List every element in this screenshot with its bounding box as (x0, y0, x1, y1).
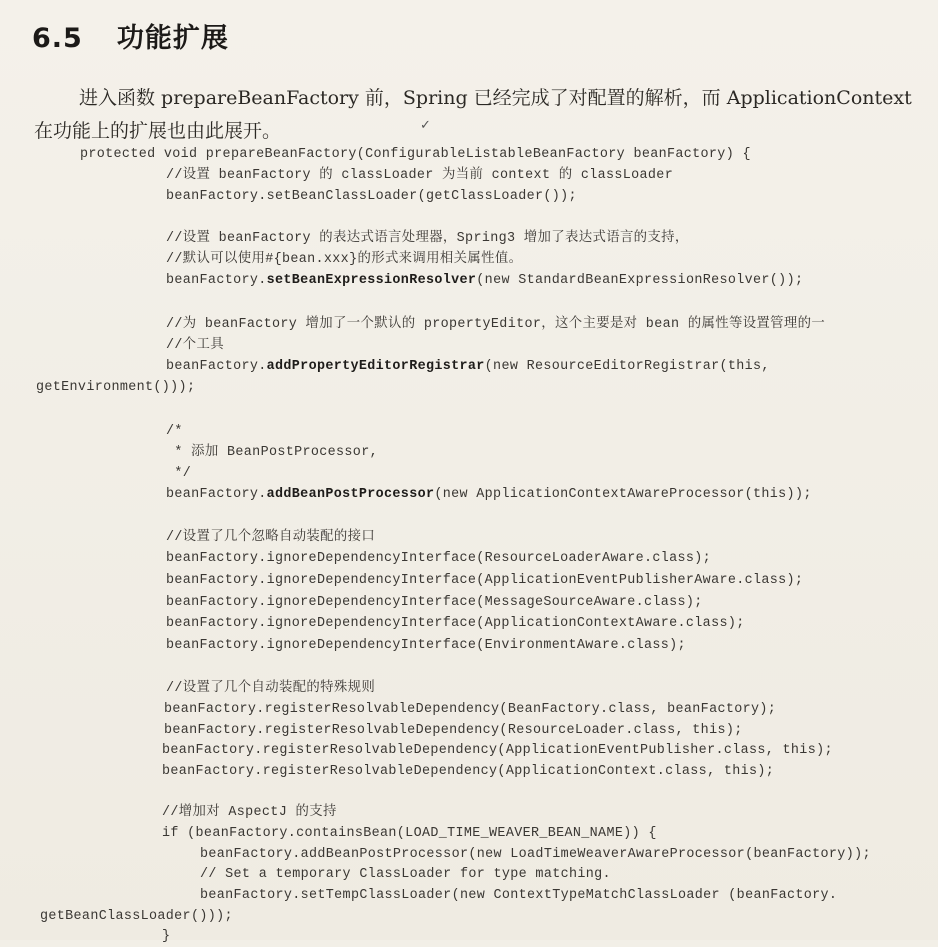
code-line: } (162, 929, 171, 944)
code-segment: (new ResourceEditorRegistrar(this, (484, 359, 770, 374)
code-line (166, 271, 803, 291)
code-line: getEnvironment())); (36, 380, 196, 395)
code-line: beanFactory.registerResolvableDependency(ApplicationContext.class, this); (162, 764, 775, 779)
code-line (166, 485, 812, 505)
section-title: 功能扩展 (116, 23, 229, 54)
code-line: beanFactory.registerResolvableDependency(BeanFactory.class, beanFactory); (164, 702, 777, 717)
code-comment: * 添加 BeanPostProcessor, (166, 445, 378, 460)
code-segment: beanFactory. (166, 359, 267, 374)
code-line: if (beanFactory.containsBean(LOAD_TIME_WEAVER_BEAN_NAME)) { (162, 826, 657, 841)
code-line (166, 357, 770, 377)
code-segment: beanFactory. (166, 487, 267, 502)
section-heading (32, 16, 229, 55)
code-comment: // Set a temporary ClassLoader for type matching. (200, 867, 611, 882)
code-line: beanFactory.registerResolvableDependency(ResourceLoader.class, this); (164, 723, 743, 738)
code-line: beanFactory.ignoreDependencyInterface(ApplicationContextAware.class); (166, 616, 745, 631)
code-line: beanFactory.ignoreDependencyInterface(ApplicationEventPublisherAware.class); (166, 573, 804, 588)
code-line: beanFactory.ignoreDependencyInterface(MessageSourceAware.class); (166, 595, 703, 610)
code-method-bold: addPropertyEditorRegistrar (266, 359, 485, 374)
code-segment: (new ApplicationContextAwareProcessor(this)); (434, 487, 812, 502)
code-comment: //设置了几个自动装配的特殊规则 (166, 681, 376, 696)
code-line: beanFactory.ignoreDependencyInterface(EnvironmentAware.class); (166, 638, 686, 653)
code-segment: (new StandardBeanExpressionResolver()); (476, 273, 804, 288)
code-segment: beanFactory. (166, 273, 267, 288)
code-line: beanFactory.setTempClassLoader(new ContextTypeMatchClassLoader (beanFactory. (200, 888, 838, 903)
code-comment: //设置 beanFactory 的 classLoader 为当前 context 的 classLoader (166, 168, 674, 183)
code-comment: //设置了几个忽略自动装配的接口 (166, 530, 376, 545)
code-line: */ (166, 466, 192, 481)
code-line: beanFactory.setBeanClassLoader(getClassLoader()); (166, 189, 577, 204)
pen-tick-mark: ✓ (420, 118, 431, 133)
code-comment: //设置 beanFactory 的表达式语言处理器，Spring3 增加了表达式语言的支持， (166, 231, 689, 246)
code-line: beanFactory.ignoreDependencyInterface(ResourceLoaderAware.class); (166, 551, 712, 566)
code-line: beanFactory.registerResolvableDependency(ApplicationEventPublisher.class, this); (162, 743, 833, 758)
intro-paragraph: 进入函数 prepareBeanFactory 前，Spring 已经完成了对配置的解析，而 ApplicationContext 在功能上的扩展也由此展开。 (34, 87, 912, 142)
code-comment: //为 beanFactory 增加了一个默认的 propertyEditor，这个主要是对 bean 的属性等设置管理的一 (166, 317, 826, 332)
code-comment: //增加对 AspectJ 的支持 (162, 805, 337, 820)
code-comment: //个工具 (166, 338, 224, 353)
code-line: /* (166, 424, 183, 439)
code-method-bold: addBeanPostProcessor (266, 487, 435, 502)
section-number: 6.5 (32, 23, 83, 54)
code-method-bold: setBeanExpressionResolver (266, 273, 477, 288)
code-line: beanFactory.addBeanPostProcessor(new LoadTimeWeaverAwareProcessor(beanFactory)); (200, 847, 871, 862)
code-line: getBeanClassLoader())); (40, 909, 233, 924)
code-line: protected void prepareBeanFactory(ConfigurableListableBeanFactory beanFactory) { (80, 147, 751, 162)
code-comment: //默认可以使用#{bean.xxx}的形式来调用相关属性值。 (166, 252, 523, 267)
